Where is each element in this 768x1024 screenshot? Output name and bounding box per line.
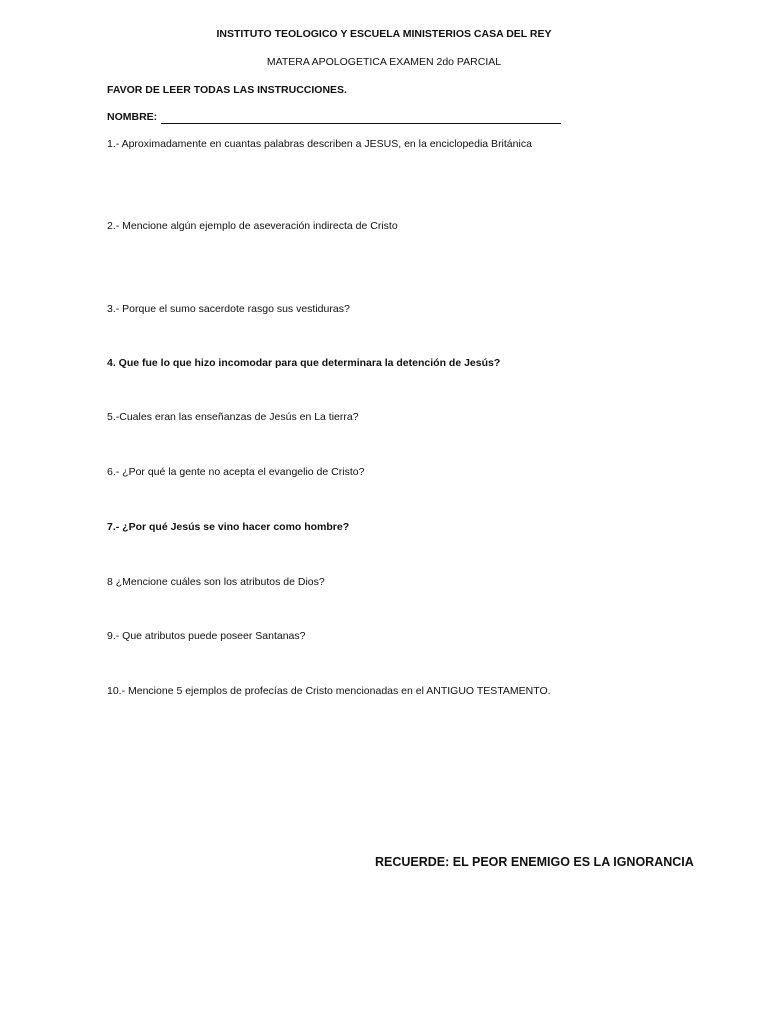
question-4: 4. Que fue lo que hizo incomodar para que determinara la detención de Jesús?	[107, 357, 501, 369]
question-6: 6.- ¿Por qué la gente no acepta el evangelio de Cristo?	[107, 466, 365, 478]
question-5: 5.-Cuales eran las enseñanzas de Jesús en La tierra?	[107, 411, 359, 423]
footer-motto: RECUERDE: EL PEOR ENEMIGO ES LA IGNORANCIA	[375, 855, 694, 869]
name-label: NOMBRE:	[107, 111, 158, 123]
name-blank-line	[161, 111, 561, 124]
question-8: 8 ¿Mencione cuáles son los atributos de Dios?	[107, 576, 325, 588]
question-7: 7.- ¿Por qué Jesús se vino hacer como hombre?	[107, 521, 350, 533]
institution-title: INSTITUTO TEOLOGICO Y ESCUELA MINISTERIOS CASA DEL REY	[216, 28, 552, 40]
question-9: 9.- Que atributos puede poseer Santanas?	[107, 630, 306, 642]
instructions-heading: FAVOR DE LEER TODAS LAS INSTRUCCIONES.	[107, 84, 347, 96]
exam-title: MATERA APOLOGETICA EXAMEN 2do PARCIAL	[266, 56, 502, 68]
question-1: 1.- Aproximadamente en cuantas palabras describen a JESUS, en la enciclopedia Británica	[107, 138, 532, 150]
question-3: 3.- Porque el sumo sacerdote rasgo sus vestiduras?	[107, 303, 350, 315]
question-10: 10.- Mencione 5 ejemplos de profecías de Cristo mencionadas en el ANTIGUO TESTAMENTO.	[107, 685, 551, 697]
name-field	[107, 111, 561, 124]
question-2: 2.- Mencione algún ejemplo de aseveración indirecta de Cristo	[107, 220, 398, 232]
